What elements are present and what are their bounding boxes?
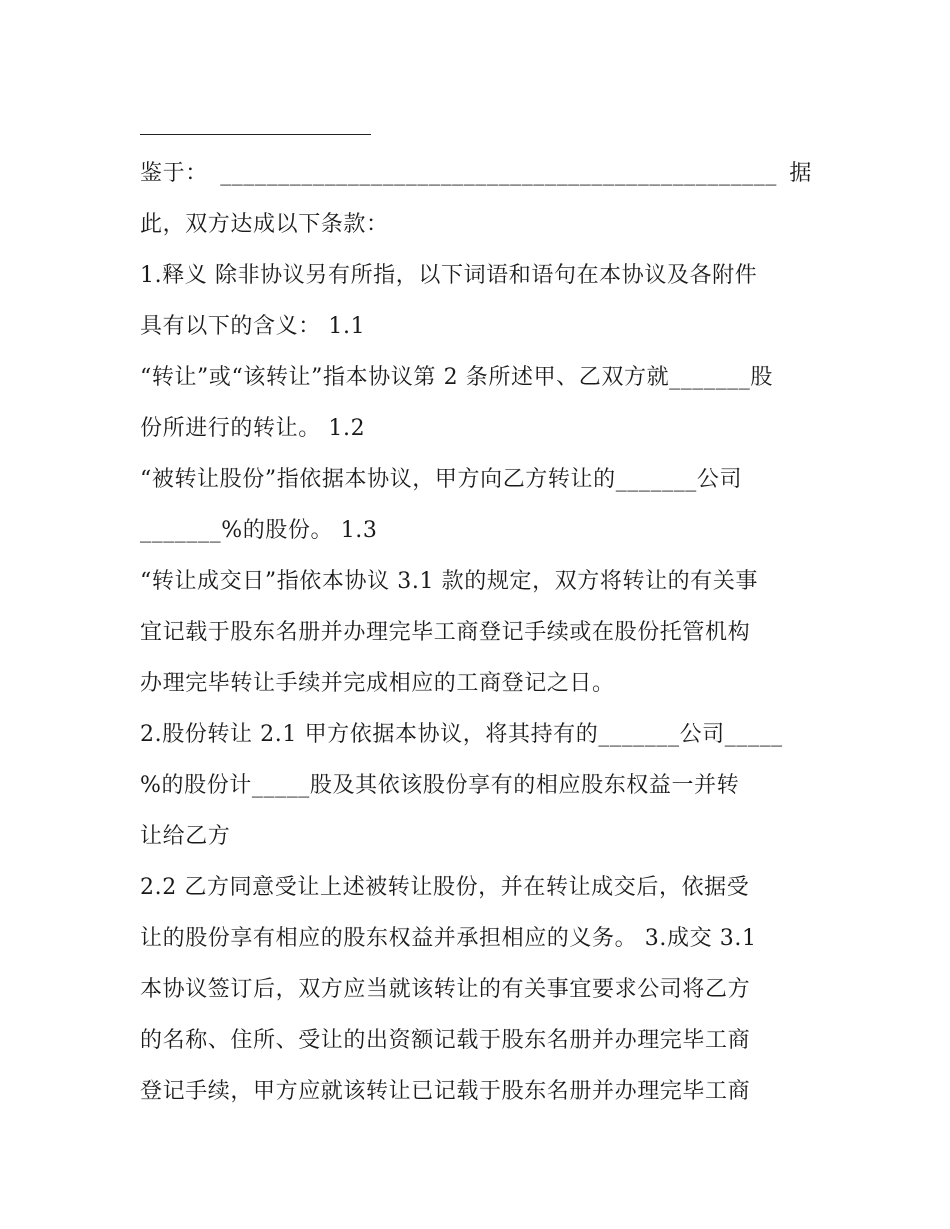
- whereas-tail: 据: [789, 161, 812, 186]
- document-body: [140, 148, 812, 1117]
- text-line: _______%的股份。 1.3: [140, 518, 378, 543]
- text-line: 具有以下的含义： 1.1: [140, 314, 366, 339]
- text-line: 的名称、住所、受让的出资额记载于股东名册并办理完毕工商: [140, 1028, 751, 1053]
- text-line: 办理完毕转让手续并完成相应的工商登记之日。: [140, 671, 615, 696]
- text-line: “转让成交日”指依本协议 3.1 款的规定，双方将转让的有关事: [140, 569, 759, 594]
- text-line: 1.释义 除非协议另有所指，以下词语和语句在本协议及各附件: [140, 263, 758, 288]
- text-line: 此，双方达成以下条款：: [140, 212, 389, 237]
- text-line: 份所进行的转让。 1.2: [140, 416, 366, 441]
- top-blank-line: [140, 134, 371, 135]
- text-line: 宜记载于股东名册并办理完毕工商登记手续或在股份托管机构: [140, 620, 751, 645]
- text-line: 让给乙方: [140, 824, 231, 849]
- text-line: 2.2 乙方同意受让上述被转让股份，并在转让成交后，依据受: [140, 875, 750, 900]
- whereas-line: [140, 148, 812, 199]
- text-line: 本协议签订后，双方应当就该转让的有关事宜要求公司将乙方: [140, 977, 751, 1002]
- text-line: 登记手续，甲方应就该转让已记载于股东名册并办理完毕工商: [140, 1079, 751, 1104]
- whereas-blank: ________________________________________________: [220, 161, 777, 186]
- whereas-label: 鉴于：: [140, 161, 208, 186]
- text-line: 让的股份享有相应的股东权益并承担相应的义务。 3.成交 3.1: [140, 926, 757, 951]
- text-line: 2.股份转让 2.1 甲方依据本协议，将其持有的_______公司_____: [140, 722, 783, 747]
- text-line: “转让”或“该转让”指本协议第 2 条所述甲、乙双方就_______股: [140, 365, 773, 390]
- text-line: %的股份计_____股及其依该股份享有的相应股东权益一并转: [140, 773, 740, 798]
- text-line: “被转让股份”指依据本协议，甲方向乙方转让的_______公司: [140, 467, 743, 492]
